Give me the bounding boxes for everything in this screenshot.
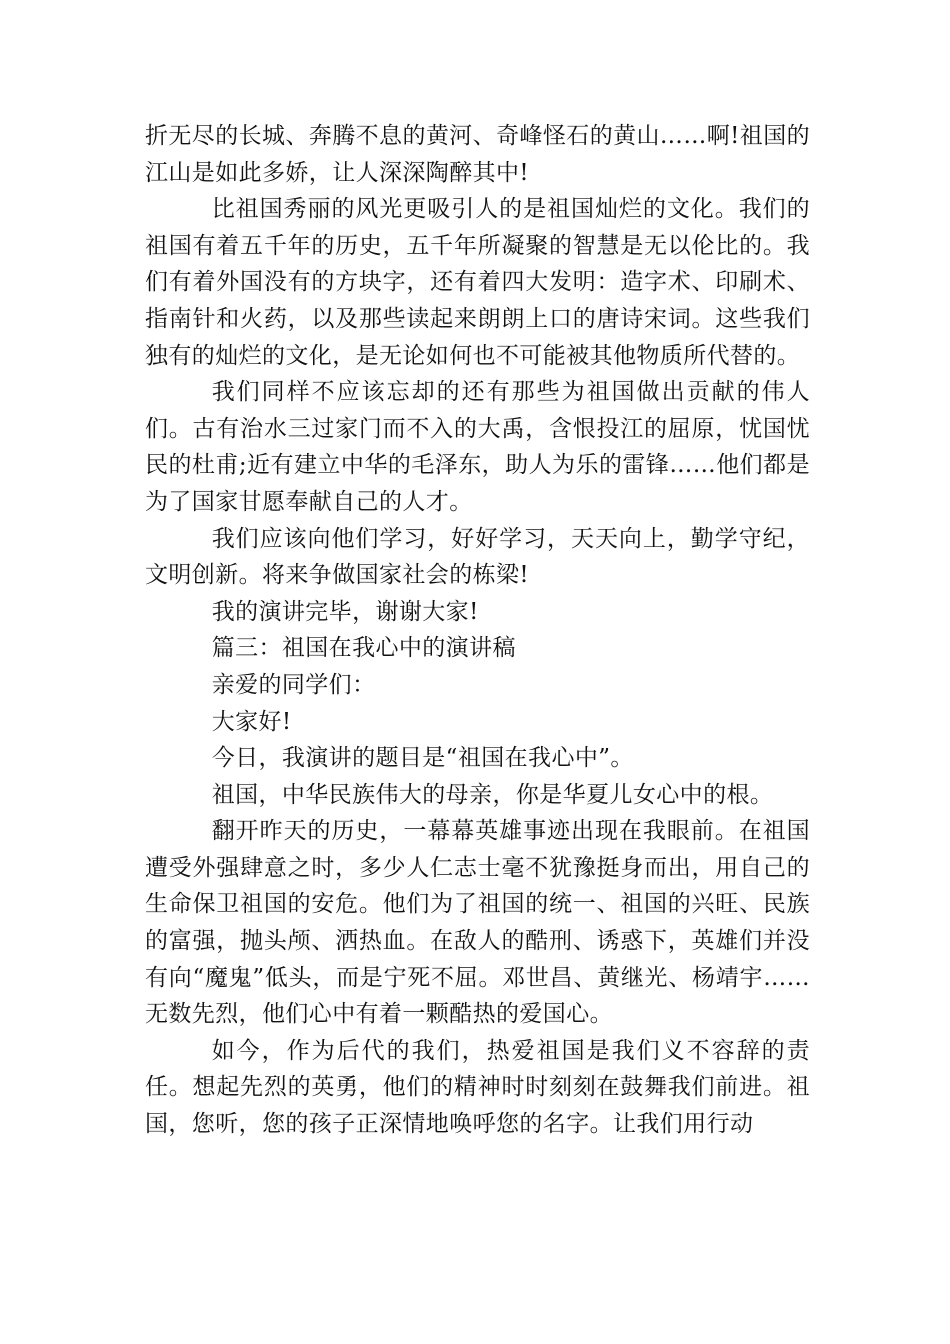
salutation: 亲爱的同学们： xyxy=(211,671,376,698)
paragraph: 我们同样不应该忘却的还有那些为祖国做出贡献的伟人们。古有治水三过家门而不入的大禹，含恨投江的屈原，忧国忧民的杜甫;近有建立中华的毛泽东，助人为乐的雷锋……他们都是为了国家甘愿奉献自己的人才。 xyxy=(145,379,810,515)
paragraph: 折无尽的长城、奔腾不息的黄河、奇峰怪石的黄山……啊!祖国的江山是如此多娇，让人深深陶醉其中! xyxy=(145,123,810,186)
greeting: 大家好! xyxy=(211,708,292,735)
section-title: 篇三：祖国在我心中的演讲稿 xyxy=(211,635,516,662)
closing-line: 我的演讲完毕，谢谢大家! xyxy=(211,598,479,625)
paragraph: 我们应该向他们学习，好好学习，天天向上，勤学守纪，文明创新。将来争做国家社会的栋梁! xyxy=(145,525,810,589)
paragraph: 比祖国秀丽的风光更吸引人的是祖国灿烂的文化。我们的祖国有着五千年的历史，五千年所凝聚的智慧是无以伦比的。我们有着外国没有的方块字，还有着四大发明：造字术、印刷术、指南针和火药，以及那些读起来朗朗上口的唐诗宋词。这些我们独有的灿烂的文化，是无论如何也不可能被其他物质所代替的。 xyxy=(145,196,810,369)
paragraph: 如今，作为后代的我们，热爱祖国是我们义不容辞的责任。想起先烈的英勇，他们的精神时时刻刻在鼓舞我们前进。祖国，您听，您的孩子正深情地唤呼您的名字。让我们用行动 xyxy=(145,1037,810,1138)
paragraph: 翻开昨天的历史，一幕幕英雄事迹出现在我眼前。在祖国遭受外强肆意之时，多少人仁志士毫不犹豫挺身而出，用自己的生命保卫祖国的安危。他们为了祖国的统一、祖国的兴旺、民族的富强，抛头颅、洒热血。在敌人的酷刑、诱惑下，英雄们并没有向“魔鬼”低头，而是宁死不屈。邓世昌、黄继光、杨靖宇……无数先烈，他们心中有着一颗酷热的爱国心。 xyxy=(145,818,810,1028)
paragraph: 今日，我演讲的题目是“祖国在我心中”。 xyxy=(211,745,634,772)
paragraph: 祖国，中华民族伟大的母亲，你是华夏儿女心中的根。 xyxy=(211,781,774,808)
document-body xyxy=(145,118,810,1143)
